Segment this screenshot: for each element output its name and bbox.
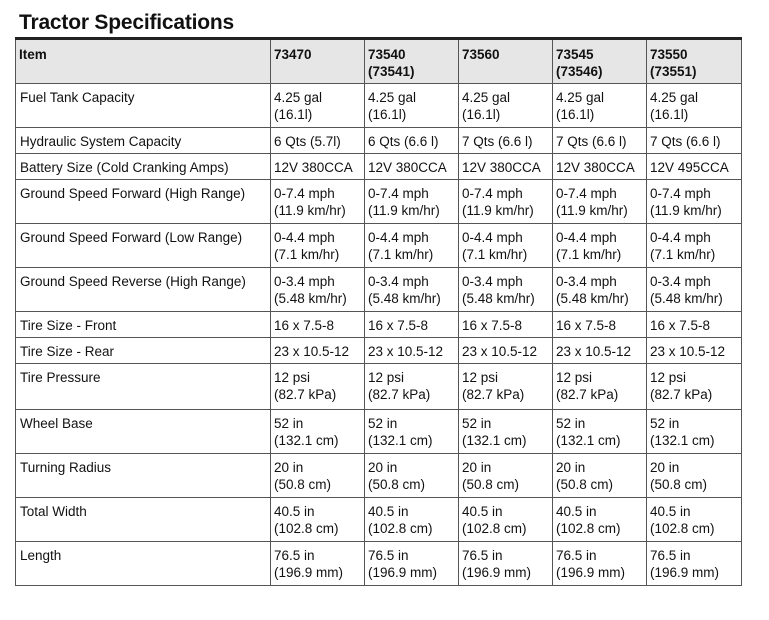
table-cell (647, 338, 742, 364)
cell-text: 20 in (274, 460, 304, 475)
cell-text: (5.48 km/hr) (274, 291, 347, 306)
cell-text: 4.25 gal (462, 90, 511, 105)
table-cell (647, 224, 742, 268)
cell-text: 6 Qts (6.6 l) (368, 134, 439, 149)
cell-text: (82.7 kPa) (462, 387, 525, 402)
row-label: Fuel Tank Capacity (16, 84, 271, 128)
table-cell (553, 410, 647, 454)
header-text: 73545 (556, 47, 594, 62)
cell-text: 76.5 in (368, 548, 409, 563)
table-row (16, 180, 742, 224)
cell-text: (16.1l) (650, 107, 689, 122)
table-cell (647, 542, 742, 586)
row-label: Turning Radius (16, 454, 271, 498)
cell-text: 12V 495CCA (650, 160, 729, 175)
cell-text: (196.9 mm) (274, 565, 344, 580)
cell-text: 20 in (368, 460, 398, 475)
table-cell (365, 410, 459, 454)
table-cell (271, 410, 365, 454)
table-cell (647, 410, 742, 454)
table-cell (271, 128, 365, 154)
table-cell (647, 128, 742, 154)
row-label: Wheel Base (16, 410, 271, 454)
cell-text: 16 x 7.5-8 (462, 318, 523, 333)
table-cell (459, 364, 553, 410)
cell-text: 12V 380CCA (368, 160, 447, 175)
table-row (16, 364, 742, 410)
table-cell (459, 542, 553, 586)
table-row (16, 542, 742, 586)
table-row (16, 224, 742, 268)
header-text: (73551) (650, 64, 697, 79)
cell-text: 40.5 in (650, 504, 691, 519)
table-row (16, 312, 742, 338)
column-header-model (647, 39, 742, 84)
table-cell (271, 224, 365, 268)
table-row (16, 410, 742, 454)
cell-text: 23 x 10.5-12 (650, 344, 726, 359)
table-cell (459, 128, 553, 154)
cell-text: 40.5 in (556, 504, 597, 519)
table-cell (553, 454, 647, 498)
cell-text: (7.1 km/hr) (462, 247, 528, 262)
cell-text: 40.5 in (462, 504, 503, 519)
page-title: Tractor Specifications (19, 11, 235, 34)
table-row (16, 128, 742, 154)
row-label: Length (16, 542, 271, 586)
cell-text: 20 in (462, 460, 492, 475)
cell-text: 76.5 in (650, 548, 691, 563)
row-label: Battery Size (Cold Cranking Amps) (16, 154, 271, 180)
cell-text: (102.8 cm) (556, 521, 621, 536)
table-cell (647, 84, 742, 128)
table-cell (271, 364, 365, 410)
cell-text: (11.9 km/hr) (274, 203, 346, 218)
table-row (16, 338, 742, 364)
cell-text: 0-3.4 mph (368, 274, 429, 289)
table-cell (553, 338, 647, 364)
table-cell (365, 268, 459, 312)
cell-text: 0-3.4 mph (650, 274, 711, 289)
table-cell (271, 498, 365, 542)
cell-text: 16 x 7.5-8 (274, 318, 335, 333)
cell-text: (50.8 cm) (368, 477, 426, 492)
header-text: (73546) (556, 64, 603, 79)
table-row (16, 454, 742, 498)
cell-text: (16.1l) (368, 107, 407, 122)
cell-text: (5.48 km/hr) (650, 291, 723, 306)
table-cell (553, 180, 647, 224)
table-cell (647, 312, 742, 338)
cell-text: (7.1 km/hr) (650, 247, 716, 262)
table-cell (459, 454, 553, 498)
cell-text: 23 x 10.5-12 (462, 344, 538, 359)
cell-text: (82.7 kPa) (368, 387, 431, 402)
table-cell (647, 454, 742, 498)
cell-text: (7.1 km/hr) (368, 247, 434, 262)
table-cell (459, 224, 553, 268)
cell-text: (102.8 cm) (274, 521, 339, 536)
cell-text: 20 in (650, 460, 680, 475)
cell-text: (11.9 km/hr) (650, 203, 722, 218)
table-cell (365, 454, 459, 498)
table-cell (553, 542, 647, 586)
row-label: Tire Size - Rear (16, 338, 271, 364)
table-cell (365, 128, 459, 154)
table-cell (459, 410, 553, 454)
table-cell (459, 154, 553, 180)
table-cell (459, 338, 553, 364)
cell-text: (7.1 km/hr) (556, 247, 622, 262)
column-header-model (459, 39, 553, 84)
cell-text: 0-4.4 mph (650, 230, 711, 245)
table-body (16, 84, 742, 586)
cell-text: 6 Qts (5.7l) (274, 134, 341, 149)
cell-text: (102.8 cm) (462, 521, 527, 536)
cell-text: 0-3.4 mph (556, 274, 617, 289)
cell-text: (102.8 cm) (650, 521, 715, 536)
cell-text: 0-4.4 mph (274, 230, 335, 245)
table-cell (553, 84, 647, 128)
table-cell (553, 268, 647, 312)
cell-text: 16 x 7.5-8 (556, 318, 617, 333)
cell-text: 76.5 in (274, 548, 315, 563)
table-cell (271, 180, 365, 224)
table-cell (271, 454, 365, 498)
table-cell (553, 498, 647, 542)
column-header-model (553, 39, 647, 84)
cell-text: 0-4.4 mph (462, 230, 523, 245)
cell-text: 12 psi (462, 370, 499, 385)
cell-text: (16.1l) (462, 107, 501, 122)
cell-text: 7 Qts (6.6 l) (462, 134, 533, 149)
cell-text: (50.8 cm) (274, 477, 332, 492)
cell-text: 0-7.4 mph (274, 186, 335, 201)
row-label: Ground Speed Forward (Low Range) (16, 224, 271, 268)
cell-text: 0-4.4 mph (556, 230, 617, 245)
cell-text: (11.9 km/hr) (462, 203, 534, 218)
table-row (16, 498, 742, 542)
table-cell (365, 542, 459, 586)
table-cell (271, 338, 365, 364)
cell-text: 52 in (650, 416, 680, 431)
cell-text: (196.9 mm) (650, 565, 720, 580)
cell-text: 0-7.4 mph (556, 186, 617, 201)
table-row (16, 84, 742, 128)
cell-text: (50.8 cm) (650, 477, 708, 492)
cell-text: 12 psi (556, 370, 593, 385)
table-cell (365, 338, 459, 364)
column-header-model (271, 39, 365, 84)
cell-text: (196.9 mm) (368, 565, 438, 580)
header-text: Item (19, 47, 47, 62)
cell-text: (102.8 cm) (368, 521, 433, 536)
header-row (16, 39, 742, 84)
header-text: 73550 (650, 47, 688, 62)
cell-text: (132.1 cm) (368, 433, 433, 448)
table-row (16, 154, 742, 180)
cell-text: (82.7 kPa) (274, 387, 337, 402)
cell-text: 0-7.4 mph (462, 186, 523, 201)
cell-text: (11.9 km/hr) (368, 203, 440, 218)
table-cell (553, 224, 647, 268)
cell-text: (82.7 kPa) (556, 387, 619, 402)
cell-text: (132.1 cm) (556, 433, 621, 448)
cell-text: 0-3.4 mph (274, 274, 335, 289)
header-text: 73560 (462, 47, 500, 62)
table-cell (365, 180, 459, 224)
cell-text: 23 x 10.5-12 (556, 344, 632, 359)
cell-text: 52 in (462, 416, 492, 431)
table-cell (459, 180, 553, 224)
cell-text: (11.9 km/hr) (556, 203, 628, 218)
cell-text: (196.9 mm) (556, 565, 626, 580)
table-cell (365, 312, 459, 338)
table-cell (647, 180, 742, 224)
cell-text: 23 x 10.5-12 (368, 344, 444, 359)
row-label: Tire Pressure (16, 364, 271, 410)
cell-text: (132.1 cm) (650, 433, 715, 448)
table-cell (365, 224, 459, 268)
cell-text: 12V 380CCA (556, 160, 635, 175)
cell-text: (196.9 mm) (462, 565, 532, 580)
table-cell (365, 84, 459, 128)
row-label: Tire Size - Front (16, 312, 271, 338)
table-cell (553, 128, 647, 154)
table-cell (365, 498, 459, 542)
cell-text: (16.1l) (274, 107, 313, 122)
cell-text: (132.1 cm) (274, 433, 339, 448)
table-cell (459, 312, 553, 338)
cell-text: 0-7.4 mph (368, 186, 429, 201)
cell-text: 7 Qts (6.6 l) (650, 134, 721, 149)
spec-table (15, 37, 742, 586)
cell-text: (5.48 km/hr) (368, 291, 441, 306)
header-text: 73540 (368, 47, 406, 62)
table-cell (553, 154, 647, 180)
header-text: 73470 (274, 47, 312, 62)
cell-text: 40.5 in (274, 504, 315, 519)
table-cell (647, 498, 742, 542)
table-cell (459, 268, 553, 312)
cell-text: 20 in (556, 460, 586, 475)
cell-text: 12V 380CCA (274, 160, 353, 175)
cell-text: 76.5 in (556, 548, 597, 563)
cell-text: 40.5 in (368, 504, 409, 519)
cell-text: (5.48 km/hr) (462, 291, 535, 306)
cell-text: 4.25 gal (556, 90, 605, 105)
table-cell (647, 154, 742, 180)
cell-text: 12 psi (274, 370, 311, 385)
cell-text: 12 psi (368, 370, 405, 385)
table-cell (271, 84, 365, 128)
cell-text: 16 x 7.5-8 (368, 318, 429, 333)
cell-text: 52 in (556, 416, 586, 431)
row-label: Ground Speed Forward (High Range) (16, 180, 271, 224)
table-cell (553, 364, 647, 410)
table-cell (647, 268, 742, 312)
cell-text: (5.48 km/hr) (556, 291, 629, 306)
cell-text: 16 x 7.5-8 (650, 318, 711, 333)
column-header-item (16, 39, 271, 84)
cell-text: 4.25 gal (274, 90, 323, 105)
cell-text: 0-3.4 mph (462, 274, 523, 289)
cell-text: 52 in (368, 416, 398, 431)
row-label: Total Width (16, 498, 271, 542)
cell-text: 12 psi (650, 370, 687, 385)
cell-text: 4.25 gal (368, 90, 417, 105)
table-cell (271, 312, 365, 338)
header-text: (73541) (368, 64, 415, 79)
column-header-model (365, 39, 459, 84)
table-cell (553, 312, 647, 338)
cell-text: 12V 380CCA (462, 160, 541, 175)
table-cell (271, 268, 365, 312)
cell-text: 0-4.4 mph (368, 230, 429, 245)
table-row (16, 268, 742, 312)
row-label: Hydraulic System Capacity (16, 128, 271, 154)
cell-text: (7.1 km/hr) (274, 247, 340, 262)
cell-text: (132.1 cm) (462, 433, 527, 448)
table-cell (647, 364, 742, 410)
cell-text: (50.8 cm) (556, 477, 614, 492)
cell-text: (82.7 kPa) (650, 387, 713, 402)
cell-text: 23 x 10.5-12 (274, 344, 350, 359)
cell-text: 76.5 in (462, 548, 503, 563)
cell-text: (16.1l) (556, 107, 595, 122)
table-cell (365, 154, 459, 180)
cell-text: 4.25 gal (650, 90, 699, 105)
table-cell (459, 84, 553, 128)
row-label: Ground Speed Reverse (High Range) (16, 268, 271, 312)
table-cell (271, 542, 365, 586)
table-cell (365, 364, 459, 410)
cell-text: (50.8 cm) (462, 477, 520, 492)
table-cell (459, 498, 553, 542)
cell-text: 52 in (274, 416, 304, 431)
cell-text: 7 Qts (6.6 l) (556, 134, 627, 149)
table-cell (271, 154, 365, 180)
cell-text: 0-7.4 mph (650, 186, 711, 201)
